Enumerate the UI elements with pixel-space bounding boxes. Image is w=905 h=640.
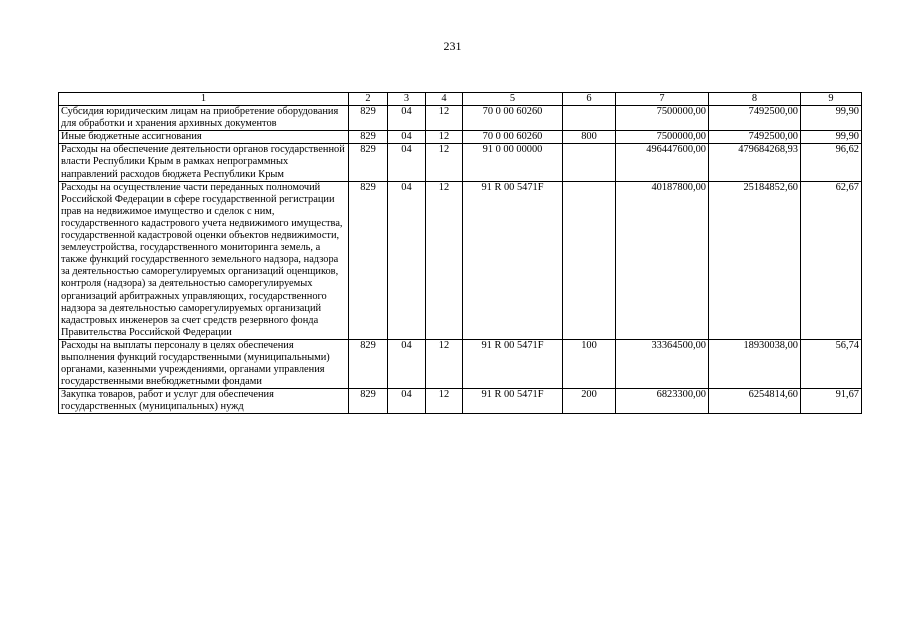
ministry-code: 829 [349,181,388,339]
ministry-code: 829 [349,144,388,181]
column-header: 1 [59,93,349,106]
planned-amount: 6823300,00 [616,389,709,414]
row-description: Расходы на осуществление части переданных полномочий Российской Федерации в сфере государственной регистрации прав на недвижимое имущество и сделок с ним, государственного кадастрового учета недвижимого имущества, государственной кадастровой оценки объектов недвижимости, землеустройства, государственного мониторинга земель, а также функций государственного земельного надзора, надзора за деятельностью саморегулируемых организаций оценщиков, контроля (надзора) за деятельностью саморегулируемых организаций арбитражных управляющих, государственного надзора за деятельностью саморегулируемых организаций кадастровых инженеров за счет средств резервного фонда Правительства Российской Федерации [59,181,349,339]
planned-amount: 496447600,00 [616,144,709,181]
target-article-code: 91 R 00 5471F [463,389,563,414]
execution-percent: 91,67 [801,389,862,414]
actual-amount: 6254814,60 [709,389,801,414]
expense-type-code [563,106,616,131]
execution-percent: 56,74 [801,339,862,388]
page-number: 231 [443,39,462,53]
section-code: 04 [388,131,426,144]
section-code: 04 [388,339,426,388]
table-row [59,106,862,131]
planned-amount: 7500000,00 [616,131,709,144]
row-description: Расходы на выплаты персоналу в целях обеспечения выполнения функций государственными (муниципальными) органами, казенными учреждениями, органами управления государственными внебюджетными фондами [59,339,349,388]
subsection-code: 12 [426,106,463,131]
target-article-code: 70 0 00 60260 [463,106,563,131]
expense-type-code: 200 [563,389,616,414]
subsection-code: 12 [426,144,463,181]
table-row [59,339,862,388]
column-header: 7 [616,93,709,106]
planned-amount: 40187800,00 [616,181,709,339]
column-header: 9 [801,93,862,106]
row-description: Закупка товаров, работ и услуг для обеспечения государственных (муниципальных) нужд [59,389,349,414]
table-row [59,144,862,181]
target-article-code: 91 R 00 5471F [463,339,563,388]
section-code: 04 [388,106,426,131]
target-article-code: 70 0 00 60260 [463,131,563,144]
execution-percent: 99,90 [801,106,862,131]
expense-type-code: 800 [563,131,616,144]
row-description: Расходы на обеспечение деятельности органов государственной власти Республики Крым в рамках непрограммных направлений расходов бюджета Республики Крым [59,144,349,181]
column-header: 2 [349,93,388,106]
target-article-code: 91 R 00 5471F [463,181,563,339]
row-description: Иные бюджетные ассигнования [59,131,349,144]
expense-type-code [563,181,616,339]
subsection-code: 12 [426,389,463,414]
section-code: 04 [388,144,426,181]
subsection-code: 12 [426,339,463,388]
ministry-code: 829 [349,339,388,388]
section-code: 04 [388,181,426,339]
table-row [59,389,862,414]
header-row [59,93,862,106]
actual-amount: 7492500,00 [709,106,801,131]
column-header: 6 [563,93,616,106]
column-header: 4 [426,93,463,106]
column-header: 8 [709,93,801,106]
actual-amount: 25184852,60 [709,181,801,339]
subsection-code: 12 [426,181,463,339]
table-row [59,131,862,144]
ministry-code: 829 [349,106,388,131]
actual-amount: 18930038,00 [709,339,801,388]
subsection-code: 12 [426,131,463,144]
ministry-code: 829 [349,389,388,414]
execution-percent: 62,67 [801,181,862,339]
expense-type-code [563,144,616,181]
expense-type-code: 100 [563,339,616,388]
budget-table [58,92,862,414]
column-header: 3 [388,93,426,106]
row-description: Субсидия юридическим лицам на приобретение оборудования для обработки и хранения архивных документов [59,106,349,131]
planned-amount: 33364500,00 [616,339,709,388]
column-header: 5 [463,93,563,106]
ministry-code: 829 [349,131,388,144]
execution-percent: 96,62 [801,144,862,181]
planned-amount: 7500000,00 [616,106,709,131]
actual-amount: 479684268,93 [709,144,801,181]
target-article-code: 91 0 00 00000 [463,144,563,181]
actual-amount: 7492500,00 [709,131,801,144]
table-row [59,181,862,339]
section-code: 04 [388,389,426,414]
execution-percent: 99,90 [801,131,862,144]
